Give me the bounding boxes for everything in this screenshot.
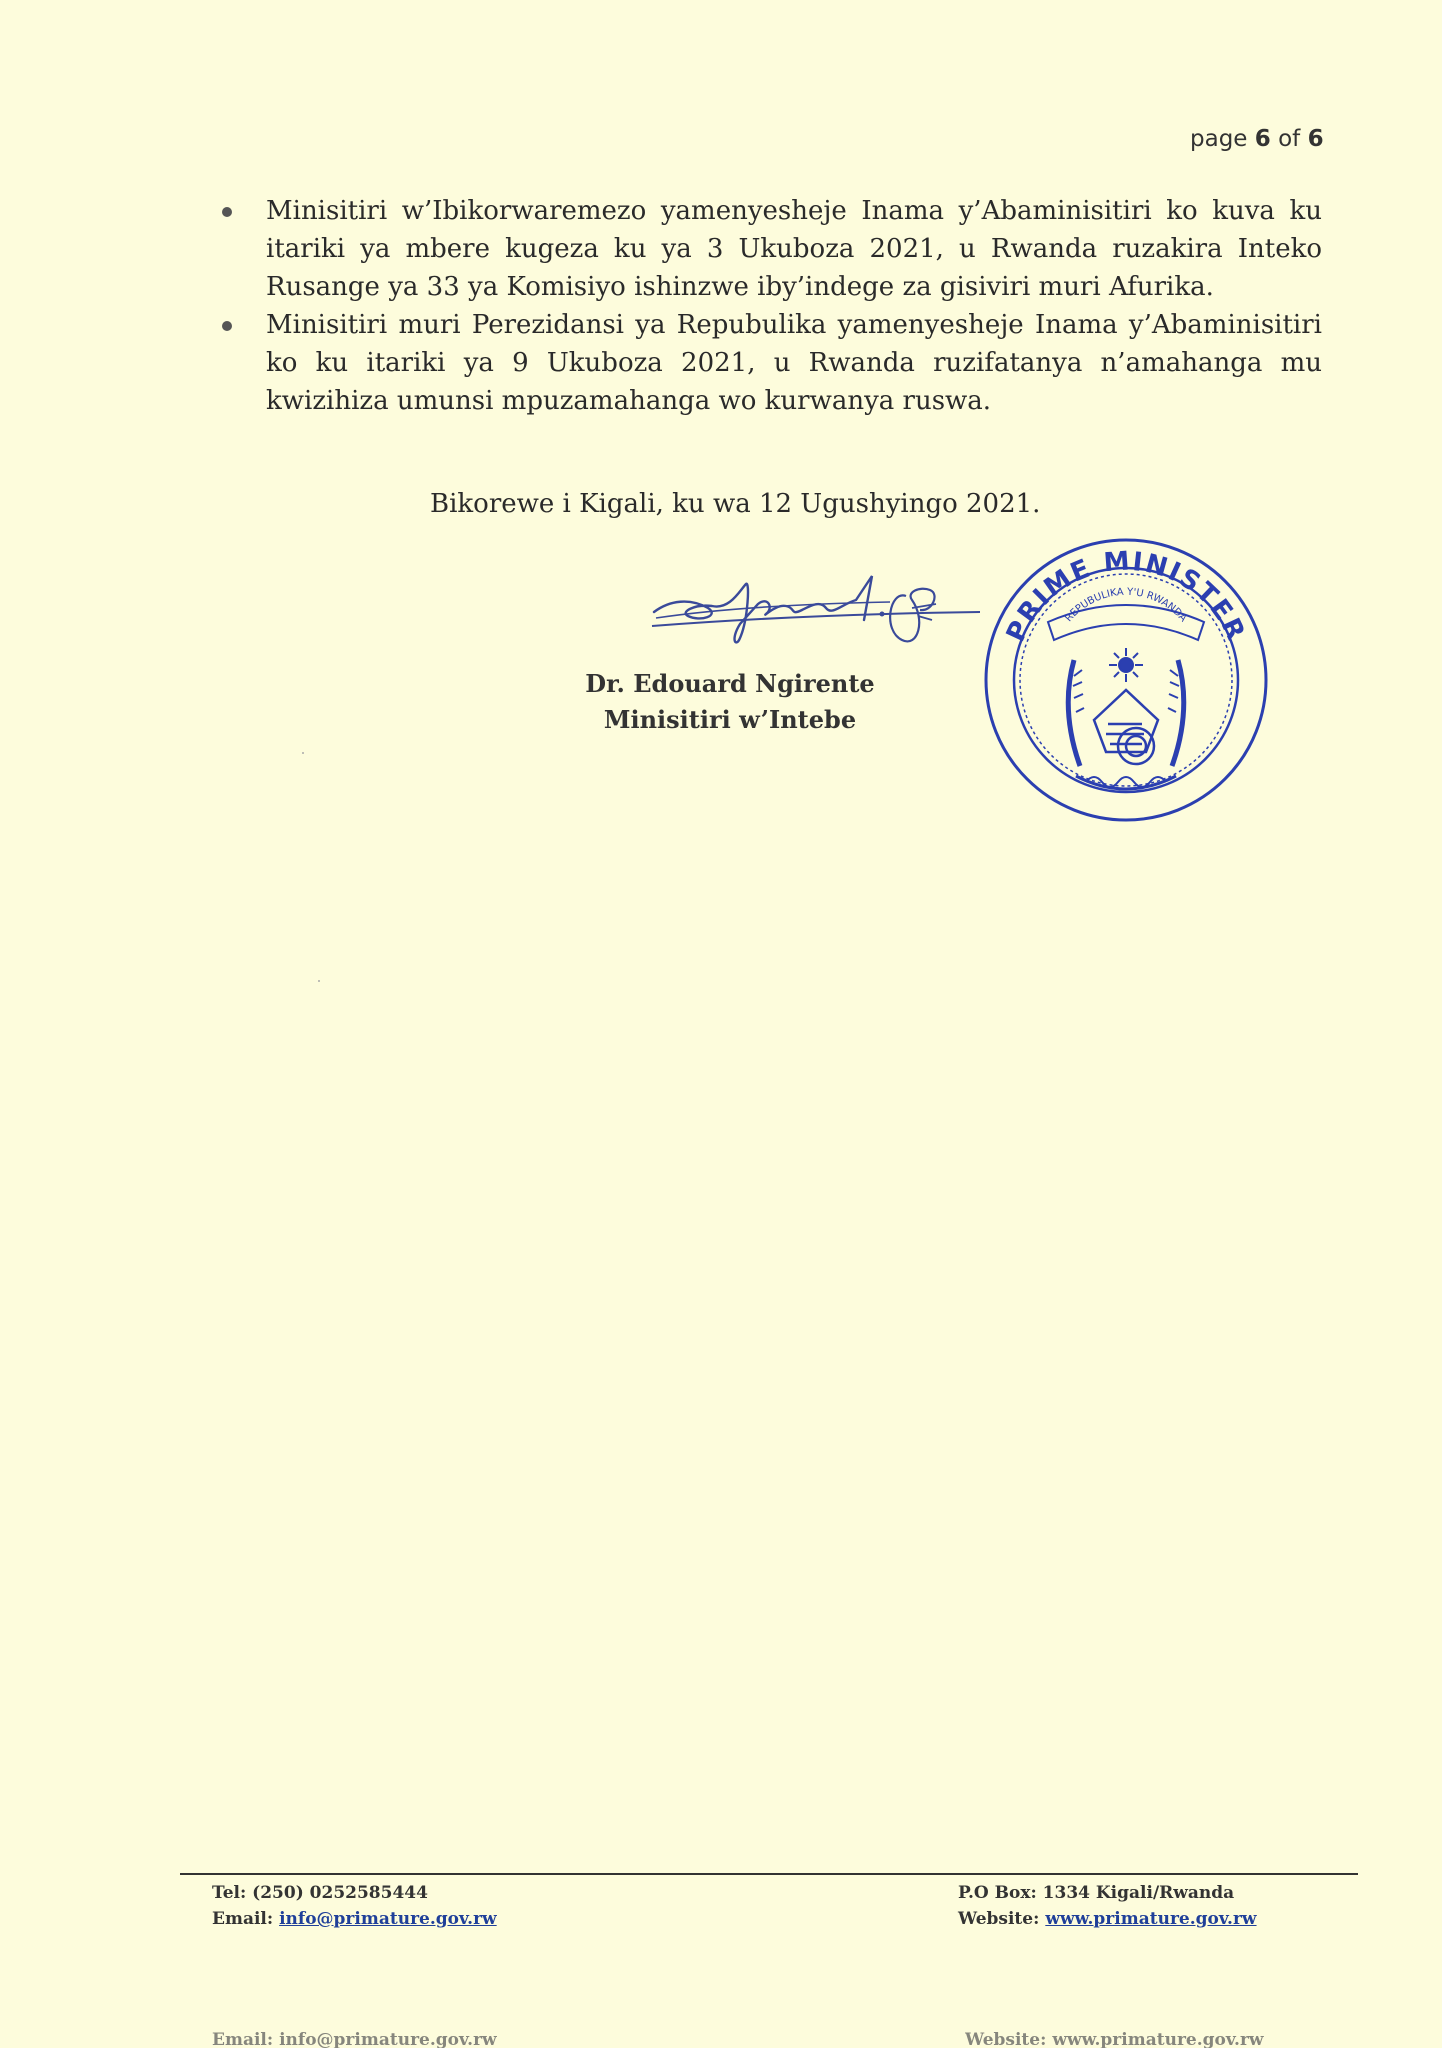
scan-speck bbox=[318, 980, 320, 982]
footer-website-link[interactable]: www.primature.gov.rw bbox=[1045, 1909, 1257, 1929]
bullet-text: Minisitiri muri Perezidansi ya Repubulika yamenyesheje Inama y’Abaminisitiri ko ku itariki ya 9 Ukuboza 2021, u Rwanda ruzifatanya n’amahanga mu kwizihiza umunsi mpuzamahanga wo kurwanya ruswa. bbox=[266, 310, 1322, 416]
bullet-list bbox=[222, 192, 1322, 420]
footer-email-link[interactable]: info@primature.gov.rw bbox=[279, 1909, 497, 1929]
footer-pobox bbox=[958, 1880, 1257, 1906]
place-date: Bikorewe i Kigali, ku wa 12 Ugushyingo 2021. bbox=[430, 489, 1041, 519]
footer-bleed-website: Website: www.primature.gov.rw bbox=[965, 2030, 1264, 2048]
bullet-text: Minisitiri w’Ibikorwaremezo yamenyesheje Inama y’Abaminisitiri ko kuva ku itariki ya mbere kugeza ku ya 3 Ukuboza 2021, u Rwanda ruzakira Inteko Rusange ya 33 ya Komisiyo ishinzwe iby’indege za gisiviri muri Afurika. bbox=[266, 196, 1322, 302]
stamp-top-text: PRIME MINISTER bbox=[1000, 546, 1252, 647]
footer-email-label: Email: bbox=[212, 1909, 274, 1929]
scan-speck bbox=[302, 752, 304, 754]
signature-image bbox=[650, 560, 980, 660]
signatory-title: Minisitiri w’Intebe bbox=[603, 705, 857, 734]
page-number-total: 6 bbox=[1307, 126, 1324, 152]
prime-minister-stamp bbox=[976, 530, 1276, 830]
bullet-icon bbox=[222, 321, 232, 331]
footer-contact-left bbox=[212, 1880, 497, 1932]
page-number-of: of bbox=[1278, 126, 1301, 152]
bullet-item bbox=[222, 192, 1322, 306]
signatory-block bbox=[560, 666, 900, 738]
footer-email bbox=[212, 1906, 497, 1932]
stamp-inner-text: REPUBULIKA Y'U RWANDA bbox=[1063, 586, 1189, 625]
signatory-name: Dr. Edouard Ngirente bbox=[585, 669, 875, 698]
page-number bbox=[1190, 126, 1324, 152]
footer-tel bbox=[212, 1880, 497, 1906]
footer-pobox-label: P.O Box: bbox=[958, 1883, 1037, 1903]
bullet-item bbox=[222, 306, 1322, 420]
sun-icon bbox=[1109, 648, 1143, 682]
footer-tel-label: Tel: bbox=[212, 1883, 247, 1903]
footer-website bbox=[958, 1906, 1257, 1932]
footer-divider bbox=[180, 1873, 1358, 1875]
footer-tel-value: (250) 0252585444 bbox=[252, 1883, 428, 1903]
page-number-current: 6 bbox=[1254, 126, 1271, 152]
footer-contact-right bbox=[958, 1880, 1257, 1932]
footer-website-label: Website: bbox=[958, 1909, 1040, 1929]
footer-bleed-email: Email: info@primature.gov.rw bbox=[212, 2030, 497, 2048]
footer-pobox-value: 1334 Kigali/Rwanda bbox=[1042, 1883, 1235, 1903]
page-number-prefix: page bbox=[1190, 126, 1248, 152]
bullet-icon bbox=[222, 207, 232, 217]
